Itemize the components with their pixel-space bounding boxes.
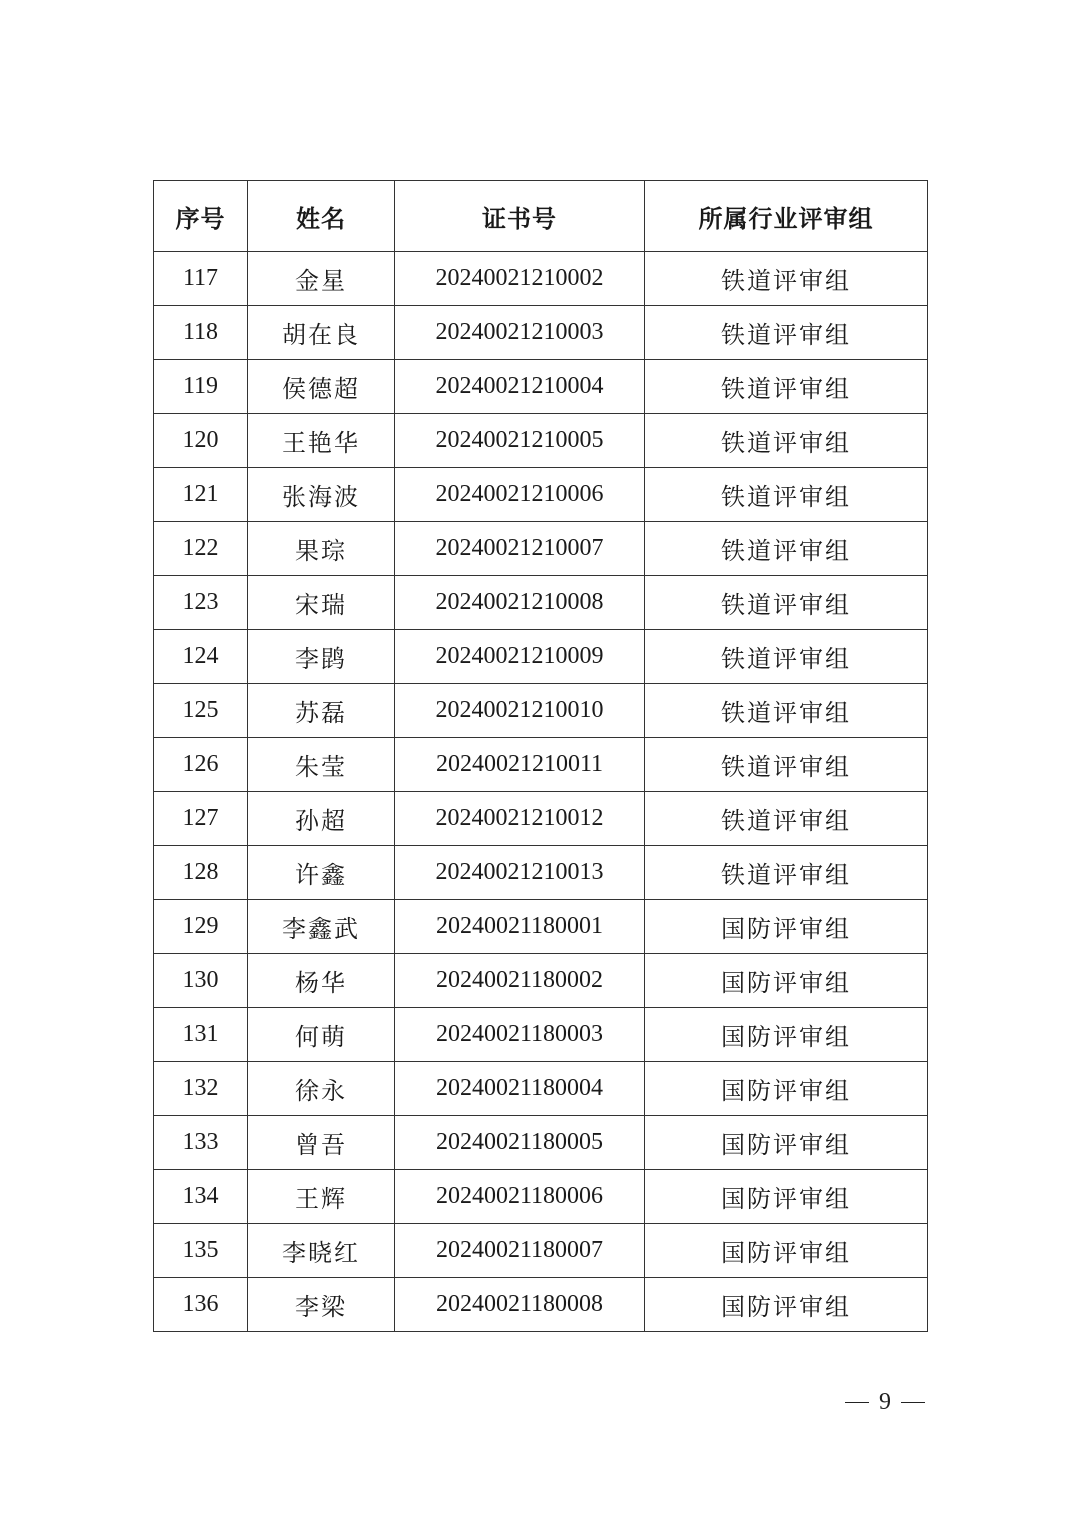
cell-certificate: 20240021210005 bbox=[395, 414, 645, 468]
cell-certificate: 20240021210009 bbox=[395, 630, 645, 684]
cell-index: 118 bbox=[154, 306, 248, 360]
table-row bbox=[154, 1116, 928, 1170]
header-index: 序号 bbox=[154, 181, 248, 252]
cell-name: 王辉 bbox=[248, 1170, 395, 1224]
header-row bbox=[154, 181, 928, 252]
cell-name: 李晓红 bbox=[248, 1224, 395, 1278]
table-row bbox=[154, 954, 928, 1008]
cell-certificate: 20240021210012 bbox=[395, 792, 645, 846]
header-name: 姓名 bbox=[248, 181, 395, 252]
cell-certificate: 20240021180005 bbox=[395, 1116, 645, 1170]
cell-index: 130 bbox=[154, 954, 248, 1008]
cell-name: 徐永 bbox=[248, 1062, 395, 1116]
header-group: 所属行业评审组 bbox=[645, 181, 928, 252]
cell-group: 铁道评审组 bbox=[645, 306, 928, 360]
cell-group: 铁道评审组 bbox=[645, 252, 928, 306]
cell-name: 王艳华 bbox=[248, 414, 395, 468]
cell-index: 119 bbox=[154, 360, 248, 414]
cell-name: 张海波 bbox=[248, 468, 395, 522]
table-row bbox=[154, 468, 928, 522]
cell-certificate: 20240021180002 bbox=[395, 954, 645, 1008]
table-row bbox=[154, 522, 928, 576]
cell-index: 122 bbox=[154, 522, 248, 576]
cell-certificate: 20240021180007 bbox=[395, 1224, 645, 1278]
table-body bbox=[154, 252, 928, 1332]
page-number-value: 9 bbox=[879, 1388, 891, 1415]
cell-group: 铁道评审组 bbox=[645, 576, 928, 630]
cell-index: 117 bbox=[154, 252, 248, 306]
cell-index: 125 bbox=[154, 684, 248, 738]
cell-index: 134 bbox=[154, 1170, 248, 1224]
table-row bbox=[154, 1008, 928, 1062]
table-row bbox=[154, 738, 928, 792]
table-row bbox=[154, 900, 928, 954]
cell-index: 135 bbox=[154, 1224, 248, 1278]
cell-certificate: 20240021180006 bbox=[395, 1170, 645, 1224]
cell-certificate: 20240021210013 bbox=[395, 846, 645, 900]
dash-right bbox=[901, 1402, 925, 1403]
table-row bbox=[154, 846, 928, 900]
table-row bbox=[154, 630, 928, 684]
table-row bbox=[154, 576, 928, 630]
cell-group: 国防评审组 bbox=[645, 1062, 928, 1116]
table-row bbox=[154, 360, 928, 414]
cell-name: 曾吾 bbox=[248, 1116, 395, 1170]
cell-index: 123 bbox=[154, 576, 248, 630]
cell-certificate: 20240021180003 bbox=[395, 1008, 645, 1062]
cell-certificate: 20240021210010 bbox=[395, 684, 645, 738]
cell-group: 铁道评审组 bbox=[645, 846, 928, 900]
cell-certificate: 20240021210011 bbox=[395, 738, 645, 792]
cell-certificate: 20240021180001 bbox=[395, 900, 645, 954]
cell-index: 124 bbox=[154, 630, 248, 684]
dash-left bbox=[845, 1402, 869, 1403]
table-row bbox=[154, 792, 928, 846]
cell-certificate: 20240021210004 bbox=[395, 360, 645, 414]
cell-certificate: 20240021210008 bbox=[395, 576, 645, 630]
cell-group: 国防评审组 bbox=[645, 954, 928, 1008]
cell-name: 金星 bbox=[248, 252, 395, 306]
cell-index: 132 bbox=[154, 1062, 248, 1116]
cell-name: 宋瑞 bbox=[248, 576, 395, 630]
cell-name: 李鑫武 bbox=[248, 900, 395, 954]
cell-certificate: 20240021210007 bbox=[395, 522, 645, 576]
table-row bbox=[154, 1224, 928, 1278]
cell-index: 121 bbox=[154, 468, 248, 522]
table-row bbox=[154, 414, 928, 468]
cell-name: 李鹍 bbox=[248, 630, 395, 684]
table-row bbox=[154, 1170, 928, 1224]
cell-group: 国防评审组 bbox=[645, 1278, 928, 1332]
cell-certificate: 20240021210003 bbox=[395, 306, 645, 360]
header-certificate: 证书号 bbox=[395, 181, 645, 252]
cell-group: 铁道评审组 bbox=[645, 630, 928, 684]
cell-group: 铁道评审组 bbox=[645, 738, 928, 792]
table-row bbox=[154, 1278, 928, 1332]
cell-name: 苏磊 bbox=[248, 684, 395, 738]
cell-group: 国防评审组 bbox=[645, 900, 928, 954]
cell-group: 国防评审组 bbox=[645, 1224, 928, 1278]
cell-group: 国防评审组 bbox=[645, 1008, 928, 1062]
cell-group: 铁道评审组 bbox=[645, 684, 928, 738]
cell-certificate: 20240021210002 bbox=[395, 252, 645, 306]
cell-index: 120 bbox=[154, 414, 248, 468]
cell-group: 铁道评审组 bbox=[645, 360, 928, 414]
cell-name: 孙超 bbox=[248, 792, 395, 846]
cell-group: 铁道评审组 bbox=[645, 792, 928, 846]
cell-name: 朱莹 bbox=[248, 738, 395, 792]
cell-name: 李梁 bbox=[248, 1278, 395, 1332]
cell-name: 杨华 bbox=[248, 954, 395, 1008]
cell-index: 136 bbox=[154, 1278, 248, 1332]
table-row bbox=[154, 252, 928, 306]
table-header bbox=[154, 181, 928, 252]
page-number bbox=[830, 1386, 940, 1418]
cell-group: 铁道评审组 bbox=[645, 414, 928, 468]
cell-index: 131 bbox=[154, 1008, 248, 1062]
cell-certificate: 20240021180004 bbox=[395, 1062, 645, 1116]
cell-group: 国防评审组 bbox=[645, 1116, 928, 1170]
cell-index: 128 bbox=[154, 846, 248, 900]
table-row bbox=[154, 684, 928, 738]
cell-group: 铁道评审组 bbox=[645, 522, 928, 576]
cell-index: 133 bbox=[154, 1116, 248, 1170]
cell-name: 胡在良 bbox=[248, 306, 395, 360]
cell-index: 129 bbox=[154, 900, 248, 954]
cell-index: 127 bbox=[154, 792, 248, 846]
table-row bbox=[154, 306, 928, 360]
cell-index: 126 bbox=[154, 738, 248, 792]
cell-certificate: 20240021210006 bbox=[395, 468, 645, 522]
cell-group: 铁道评审组 bbox=[645, 468, 928, 522]
cell-name: 许鑫 bbox=[248, 846, 395, 900]
cell-name: 果琮 bbox=[248, 522, 395, 576]
cell-group: 国防评审组 bbox=[645, 1170, 928, 1224]
certificate-roster-table bbox=[153, 180, 928, 1332]
cell-name: 侯德超 bbox=[248, 360, 395, 414]
table-row bbox=[154, 1062, 928, 1116]
cell-certificate: 20240021180008 bbox=[395, 1278, 645, 1332]
cell-name: 何萌 bbox=[248, 1008, 395, 1062]
